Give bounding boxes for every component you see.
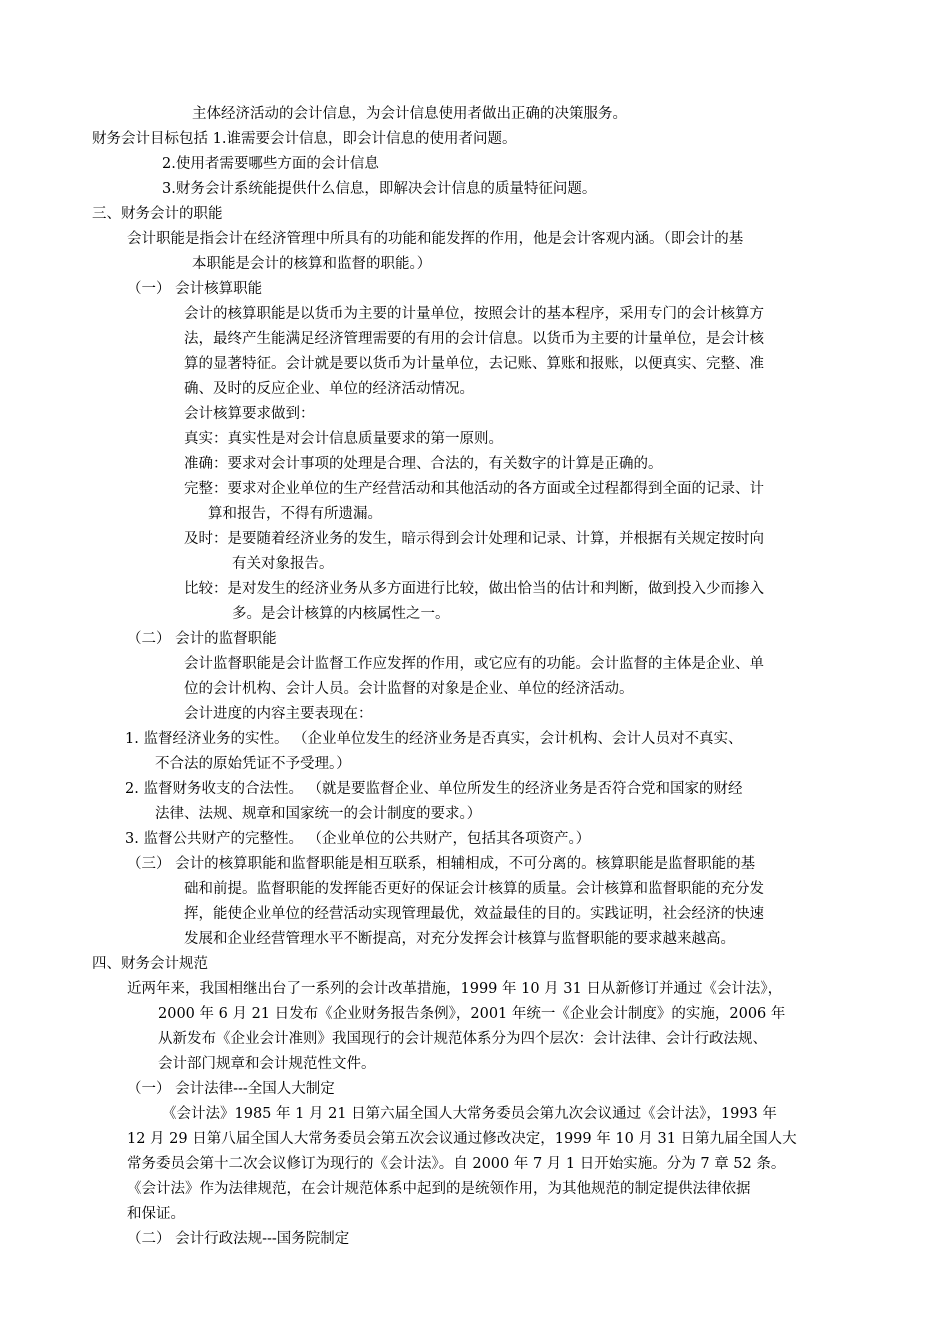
text-line: 12 月 29 日第八届全国人大常务委员会第五次会议通过修改决定，1999 年 10 月 31 日第九届全国人大 [127, 1131, 797, 1147]
text-line: （一） 会计核算职能 [127, 281, 263, 297]
text-line: 3.财务会计系统能提供什么信息，即解决会计信息的质量特征问题。 [162, 181, 597, 197]
text-line: 财务会计目标包括 1.谁需要会计信息，即会计信息的使用者问题。 [92, 131, 517, 147]
text-line: 会计核算要求做到： [184, 406, 315, 422]
text-line: 比较：是对发生的经济业务从多方面进行比较，做出恰当的估计和判断，做到投入少而掺入 [184, 581, 764, 597]
text-line: 常务委员会第十二次会议修订为现行的《会计法》。自 2000 年 7 月 1 日开始实施。分为 7 章 52 条。 [127, 1156, 786, 1172]
text-line: 《会计法》1985 年 1 月 21 日第六届全国人大常务委员会第九次会议通过《会计法》，1993 年 [162, 1106, 777, 1122]
text-line: 法，最终产生能满足经济管理需要的有用的会计信息。以货币为主要的计量单位，是会计核 [184, 331, 764, 347]
text-line: 会计职能是指会计在经济管理中所具有的功能和能发挥的作用，他是会计客观内涵。（即会计的基 [127, 231, 744, 247]
text-line: 不合法的原始凭证不予受理。） [155, 756, 351, 772]
text-line: 三、财务会计的职能 [92, 206, 223, 222]
text-line: 完整：要求对企业单位的生产经营活动和其他活动的各方面或全过程都得到全面的记录、计 [184, 481, 764, 497]
text-line: 近两年来，我国相继出台了一系列的会计改革措施，1999 年 10 月 31 日从新修订并通过《会计法》， [127, 981, 783, 997]
text-line: 及时：是要随着经济业务的发生，暗示得到会计处理和记录、计算，并根据有关规定按时向 [184, 531, 764, 547]
text-line: （三） 会计的核算职能和监督职能是相互联系，相辅相成，不可分离的。核算职能是监督职能的基 [127, 856, 756, 872]
text-line: （二） 会计的监督职能 [127, 631, 277, 647]
text-line: 四、财务会计规范 [92, 956, 208, 972]
text-line: 主体经济活动的会计信息，为会计信息使用者做出正确的决策服务。 [192, 106, 627, 122]
text-line: 位的会计机构、会计人员。会计监督的对象是企业、单位的经济活动。 [184, 681, 634, 697]
text-line: 挥，能使企业单位的经营活动实现管理最优，效益最佳的目的。实践证明，社会经济的快速 [184, 906, 764, 922]
text-line: （二） 会计行政法规---国务院制定 [127, 1231, 350, 1247]
text-line: 和保证。 [127, 1206, 185, 1222]
text-line: （一） 会计法律---全国人大制定 [127, 1081, 335, 1097]
text-line: 从新发布《企业会计准则》我国现行的会计规范体系分为四个层次：会计法律、会计行政法规、 [158, 1031, 767, 1047]
text-line: 准确：要求对会计事项的处理是合理、合法的，有关数字的计算是正确的。 [184, 456, 663, 472]
text-line: 3. 监督公共财产的完整性。 （企业单位的公共财产，包括其各项资产。） [125, 831, 591, 847]
text-line: 1. 监督经济业务的实性。 （企业单位发生的经济业务是否真实，会计机构、会计人员对不真实、 [125, 731, 743, 747]
text-line: 2.使用者需要哪些方面的会计信息 [162, 156, 379, 172]
text-line: 本职能是会计的核算和监督的职能。） [192, 256, 432, 272]
text-line: 真实：真实性是对会计信息质量要求的第一原则。 [184, 431, 503, 447]
text-line: 2000 年 6 月 21 日发布《企业财务报告条例》，2001 年统一《企业会计制度》的实施，2006 年 [158, 1006, 786, 1022]
text-line: 会计监督职能是会计监督工作应发挥的作用，或它应有的功能。会计监督的主体是企业、单 [184, 656, 764, 672]
text-line: 会计进度的内容主要表现在： [184, 706, 373, 722]
text-line: 2. 监督财务收支的合法性。 （就是要监督企业、单位所发生的经济业务是否符合党和国家的财经 [125, 781, 743, 797]
text-line: 有关对象报告。 [232, 556, 334, 572]
text-line: 法律、法规、规章和国家统一的会计制度的要求。） [155, 806, 482, 822]
text-line: 《会计法》作为法律规范，在会计规范体系中起到的是统领作用，为其他规范的制定提供法律依据 [127, 1181, 751, 1197]
text-line: 会计部门规章和会计规范性文件。 [158, 1056, 376, 1072]
text-line: 会计的核算职能是以货币为主要的计量单位，按照会计的基本程序，采用专门的会计核算方 [184, 306, 764, 322]
text-line: 础和前提。监督职能的发挥能否更好的保证会计核算的质量。会计核算和监督职能的充分发 [184, 881, 764, 897]
text-line: 多。是会计核算的内核属性之一。 [232, 606, 450, 622]
text-line: 算和报告，不得有所遗漏。 [208, 506, 382, 522]
text-line: 算的显著特征。会计就是要以货币为计量单位，去记账、算账和报账，以便真实、完整、准 [184, 356, 764, 372]
text-line: 发展和企业经营管理水平不断提高，对充分发挥会计核算与监督职能的要求越来越高。 [184, 931, 735, 947]
text-line: 确、及时的反应企业、单位的经济活动情况。 [184, 381, 474, 397]
